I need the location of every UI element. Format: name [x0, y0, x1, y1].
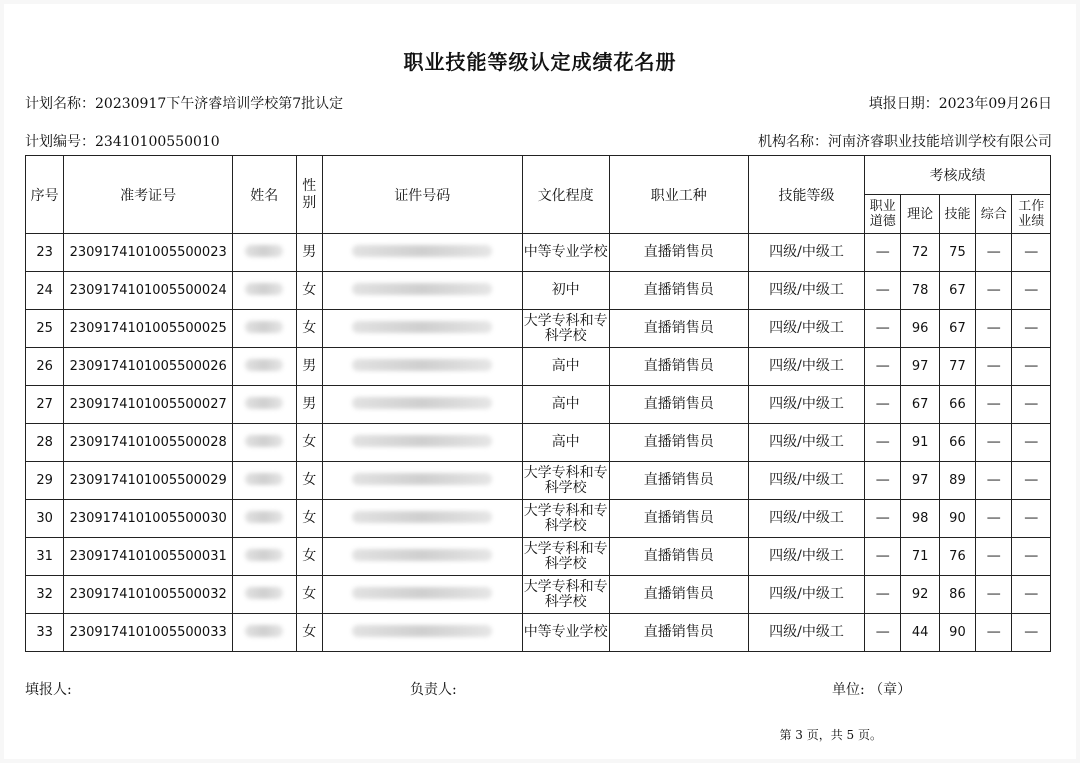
page-title: 职业技能等级认定成绩花名册	[403, 50, 677, 74]
row-name-redacted	[232, 614, 296, 652]
redacted-blur	[352, 397, 492, 409]
row-work: —	[1012, 234, 1051, 272]
row-level: 四级/中级工	[748, 614, 864, 652]
redacted-blur	[245, 359, 283, 371]
col-education: 文化程度	[522, 156, 609, 234]
table-row	[26, 500, 1051, 538]
row-overall: —	[976, 576, 1012, 614]
col-gender: 性别	[296, 156, 322, 234]
row-overall: —	[976, 386, 1012, 424]
row-theory: 67	[901, 386, 939, 424]
document-page	[4, 4, 1076, 759]
row-work: —	[1012, 310, 1051, 348]
row-gender: 男	[296, 234, 322, 272]
row-overall: —	[976, 614, 1012, 652]
col-id-no: 证件号码	[322, 156, 522, 234]
row-exam-no: 2309174101005500031	[64, 538, 233, 576]
table-row	[26, 424, 1051, 462]
row-work: —	[1012, 614, 1051, 652]
row-name-redacted	[232, 462, 296, 500]
row-skill: 90	[939, 614, 975, 652]
row-ethics: —	[865, 462, 901, 500]
row-level: 四级/中级工	[748, 348, 864, 386]
row-theory: 92	[901, 576, 939, 614]
row-theory: 72	[901, 234, 939, 272]
row-skill: 89	[939, 462, 975, 500]
col-ethics: 职业道德	[865, 195, 901, 234]
row-work: —	[1012, 538, 1051, 576]
redacted-blur	[245, 549, 283, 561]
row-id-redacted	[322, 424, 522, 462]
row-overall: —	[976, 272, 1012, 310]
row-ethics: —	[865, 310, 901, 348]
redacted-blur	[245, 625, 283, 637]
row-occupation: 直播销售员	[609, 272, 748, 310]
row-skill: 66	[939, 424, 975, 462]
row-gender: 女	[296, 462, 322, 500]
row-id-redacted	[322, 348, 522, 386]
table-row	[26, 386, 1051, 424]
row-work: —	[1012, 462, 1051, 500]
row-work: —	[1012, 500, 1051, 538]
row-occupation: 直播销售员	[609, 614, 748, 652]
row-seq: 24	[26, 272, 64, 310]
row-gender: 男	[296, 348, 322, 386]
col-occupation: 职业工种	[609, 156, 748, 234]
row-exam-no: 2309174101005500027	[64, 386, 233, 424]
row-overall: —	[976, 424, 1012, 462]
row-work: —	[1012, 386, 1051, 424]
row-gender: 女	[296, 576, 322, 614]
redacted-blur	[245, 473, 283, 485]
row-id-redacted	[322, 310, 522, 348]
score-table	[25, 155, 1051, 652]
row-name-redacted	[232, 386, 296, 424]
redacted-blur	[352, 549, 492, 561]
redacted-blur	[245, 435, 283, 447]
row-id-redacted	[322, 234, 522, 272]
row-level: 四级/中级工	[748, 500, 864, 538]
col-exam-no: 准考证号	[64, 156, 233, 234]
page-info: 第 3 页，共 5 页。	[779, 728, 882, 742]
row-seq: 29	[26, 462, 64, 500]
redacted-blur	[245, 283, 283, 295]
redacted-blur	[245, 511, 283, 523]
row-ethics: —	[865, 424, 901, 462]
organization	[758, 131, 1052, 151]
redacted-blur	[245, 321, 283, 333]
row-occupation: 直播销售员	[609, 500, 748, 538]
row-exam-no: 2309174101005500023	[64, 234, 233, 272]
row-level: 四级/中级工	[748, 310, 864, 348]
row-exam-no: 2309174101005500029	[64, 462, 233, 500]
row-skill: 67	[939, 272, 975, 310]
row-theory: 98	[901, 500, 939, 538]
row-overall: —	[976, 500, 1012, 538]
row-gender: 女	[296, 272, 322, 310]
row-education: 初中	[522, 272, 609, 310]
row-level: 四级/中级工	[748, 234, 864, 272]
row-occupation: 直播销售员	[609, 538, 748, 576]
table-row	[26, 614, 1051, 652]
row-ethics: —	[865, 576, 901, 614]
row-education: 大学专科和专科学校	[522, 500, 609, 538]
row-id-redacted	[322, 462, 522, 500]
row-gender: 女	[296, 310, 322, 348]
row-education: 高中	[522, 386, 609, 424]
row-theory: 96	[901, 310, 939, 348]
row-theory: 78	[901, 272, 939, 310]
row-exam-no: 2309174101005500028	[64, 424, 233, 462]
row-occupation: 直播销售员	[609, 424, 748, 462]
row-work: —	[1012, 576, 1051, 614]
table-row	[26, 234, 1051, 272]
row-level: 四级/中级工	[748, 538, 864, 576]
row-level: 四级/中级工	[748, 576, 864, 614]
row-education: 大学专科和专科学校	[522, 538, 609, 576]
redacted-blur	[352, 511, 492, 523]
row-name-redacted	[232, 348, 296, 386]
row-name-redacted	[232, 538, 296, 576]
row-seq: 28	[26, 424, 64, 462]
row-occupation: 直播销售员	[609, 462, 748, 500]
redacted-blur	[245, 245, 283, 257]
row-gender: 女	[296, 424, 322, 462]
row-ethics: —	[865, 538, 901, 576]
row-overall: —	[976, 234, 1012, 272]
row-education: 大学专科和专科学校	[522, 310, 609, 348]
table-row	[26, 310, 1051, 348]
row-level: 四级/中级工	[748, 424, 864, 462]
row-id-redacted	[322, 386, 522, 424]
col-seq: 序号	[26, 156, 64, 234]
row-seq: 30	[26, 500, 64, 538]
row-work: —	[1012, 424, 1051, 462]
row-exam-no: 2309174101005500025	[64, 310, 233, 348]
fill-date	[869, 93, 1052, 113]
row-name-redacted	[232, 234, 296, 272]
row-name-redacted	[232, 424, 296, 462]
row-id-redacted	[322, 538, 522, 576]
row-theory: 44	[901, 614, 939, 652]
row-overall: —	[976, 348, 1012, 386]
col-name: 姓名	[232, 156, 296, 234]
row-level: 四级/中级工	[748, 386, 864, 424]
row-skill: 75	[939, 234, 975, 272]
row-seq: 26	[26, 348, 64, 386]
organization-value: 河南济睿职业技能培训学校有限公司	[828, 134, 1052, 150]
redacted-blur	[352, 321, 492, 333]
plan-number-label: 计划编号：	[25, 134, 95, 150]
row-occupation: 直播销售员	[609, 576, 748, 614]
redacted-blur	[352, 587, 492, 599]
row-gender: 男	[296, 386, 322, 424]
row-education: 大学专科和专科学校	[522, 462, 609, 500]
row-id-redacted	[322, 272, 522, 310]
row-ethics: —	[865, 234, 901, 272]
table-row	[26, 462, 1051, 500]
row-gender: 女	[296, 500, 322, 538]
redacted-blur	[352, 359, 492, 371]
unit-label: 单位: （章）	[832, 682, 912, 698]
row-education: 大学专科和专科学校	[522, 576, 609, 614]
row-exam-no: 2309174101005500026	[64, 348, 233, 386]
row-name-redacted	[232, 500, 296, 538]
row-gender: 女	[296, 538, 322, 576]
row-skill: 67	[939, 310, 975, 348]
row-theory: 71	[901, 538, 939, 576]
row-overall: —	[976, 538, 1012, 576]
plan-name	[25, 93, 343, 113]
row-exam-no: 2309174101005500032	[64, 576, 233, 614]
row-theory: 97	[901, 462, 939, 500]
row-id-redacted	[322, 576, 522, 614]
redacted-blur	[352, 245, 492, 257]
table-row	[26, 272, 1051, 310]
redacted-blur	[352, 625, 492, 637]
row-theory: 91	[901, 424, 939, 462]
table-row	[26, 576, 1051, 614]
row-occupation: 直播销售员	[609, 234, 748, 272]
row-name-redacted	[232, 310, 296, 348]
redacted-blur	[245, 397, 283, 409]
redacted-blur	[245, 587, 283, 599]
row-ethics: —	[865, 500, 901, 538]
row-education: 中等专业学校	[522, 234, 609, 272]
row-education: 中等专业学校	[522, 614, 609, 652]
row-skill: 76	[939, 538, 975, 576]
row-education: 高中	[522, 348, 609, 386]
row-education: 高中	[522, 424, 609, 462]
col-skill: 技能	[939, 195, 975, 234]
row-skill: 77	[939, 348, 975, 386]
row-level: 四级/中级工	[748, 462, 864, 500]
plan-number	[25, 131, 220, 151]
row-ethics: —	[865, 386, 901, 424]
col-overall: 综合	[976, 195, 1012, 234]
row-name-redacted	[232, 576, 296, 614]
row-work: —	[1012, 272, 1051, 310]
col-level: 技能等级	[748, 156, 864, 234]
row-ethics: —	[865, 272, 901, 310]
row-exam-no: 2309174101005500024	[64, 272, 233, 310]
row-id-redacted	[322, 614, 522, 652]
row-seq: 25	[26, 310, 64, 348]
row-occupation: 直播销售员	[609, 348, 748, 386]
row-id-redacted	[322, 500, 522, 538]
row-ethics: —	[865, 614, 901, 652]
redacted-blur	[352, 435, 492, 447]
row-seq: 31	[26, 538, 64, 576]
table-row	[26, 538, 1051, 576]
row-skill: 90	[939, 500, 975, 538]
row-ethics: —	[865, 348, 901, 386]
row-overall: —	[976, 310, 1012, 348]
row-theory: 97	[901, 348, 939, 386]
redacted-blur	[352, 283, 492, 295]
row-skill: 86	[939, 576, 975, 614]
row-gender: 女	[296, 614, 322, 652]
row-occupation: 直播销售员	[609, 386, 748, 424]
fill-date-label: 填报日期：	[868, 96, 939, 112]
plan-name-value: 20230917下午济睿培训学校第7批认定	[95, 96, 344, 112]
fill-date-value: 2023年09月26日	[938, 96, 1052, 112]
row-seq: 32	[26, 576, 64, 614]
row-overall: —	[976, 462, 1012, 500]
row-level: 四级/中级工	[748, 272, 864, 310]
row-exam-no: 2309174101005500030	[64, 500, 233, 538]
col-work: 工作业绩	[1012, 195, 1051, 234]
row-exam-no: 2309174101005500033	[64, 614, 233, 652]
col-scores-group: 考核成绩	[865, 156, 1051, 195]
plan-name-label: 计划名称：	[25, 96, 95, 112]
row-name-redacted	[232, 272, 296, 310]
redacted-blur	[352, 473, 492, 485]
row-seq: 33	[26, 614, 64, 652]
row-skill: 66	[939, 386, 975, 424]
plan-number-value: 23410100550010	[95, 134, 220, 150]
responsible-label: 负责人:	[410, 682, 457, 698]
row-work: —	[1012, 348, 1051, 386]
filler-label: 填报人:	[25, 682, 72, 698]
table-row	[26, 348, 1051, 386]
col-theory: 理论	[901, 195, 939, 234]
row-occupation: 直播销售员	[609, 310, 748, 348]
row-seq: 23	[26, 234, 64, 272]
row-seq: 27	[26, 386, 64, 424]
organization-label: 机构名称：	[758, 134, 828, 150]
